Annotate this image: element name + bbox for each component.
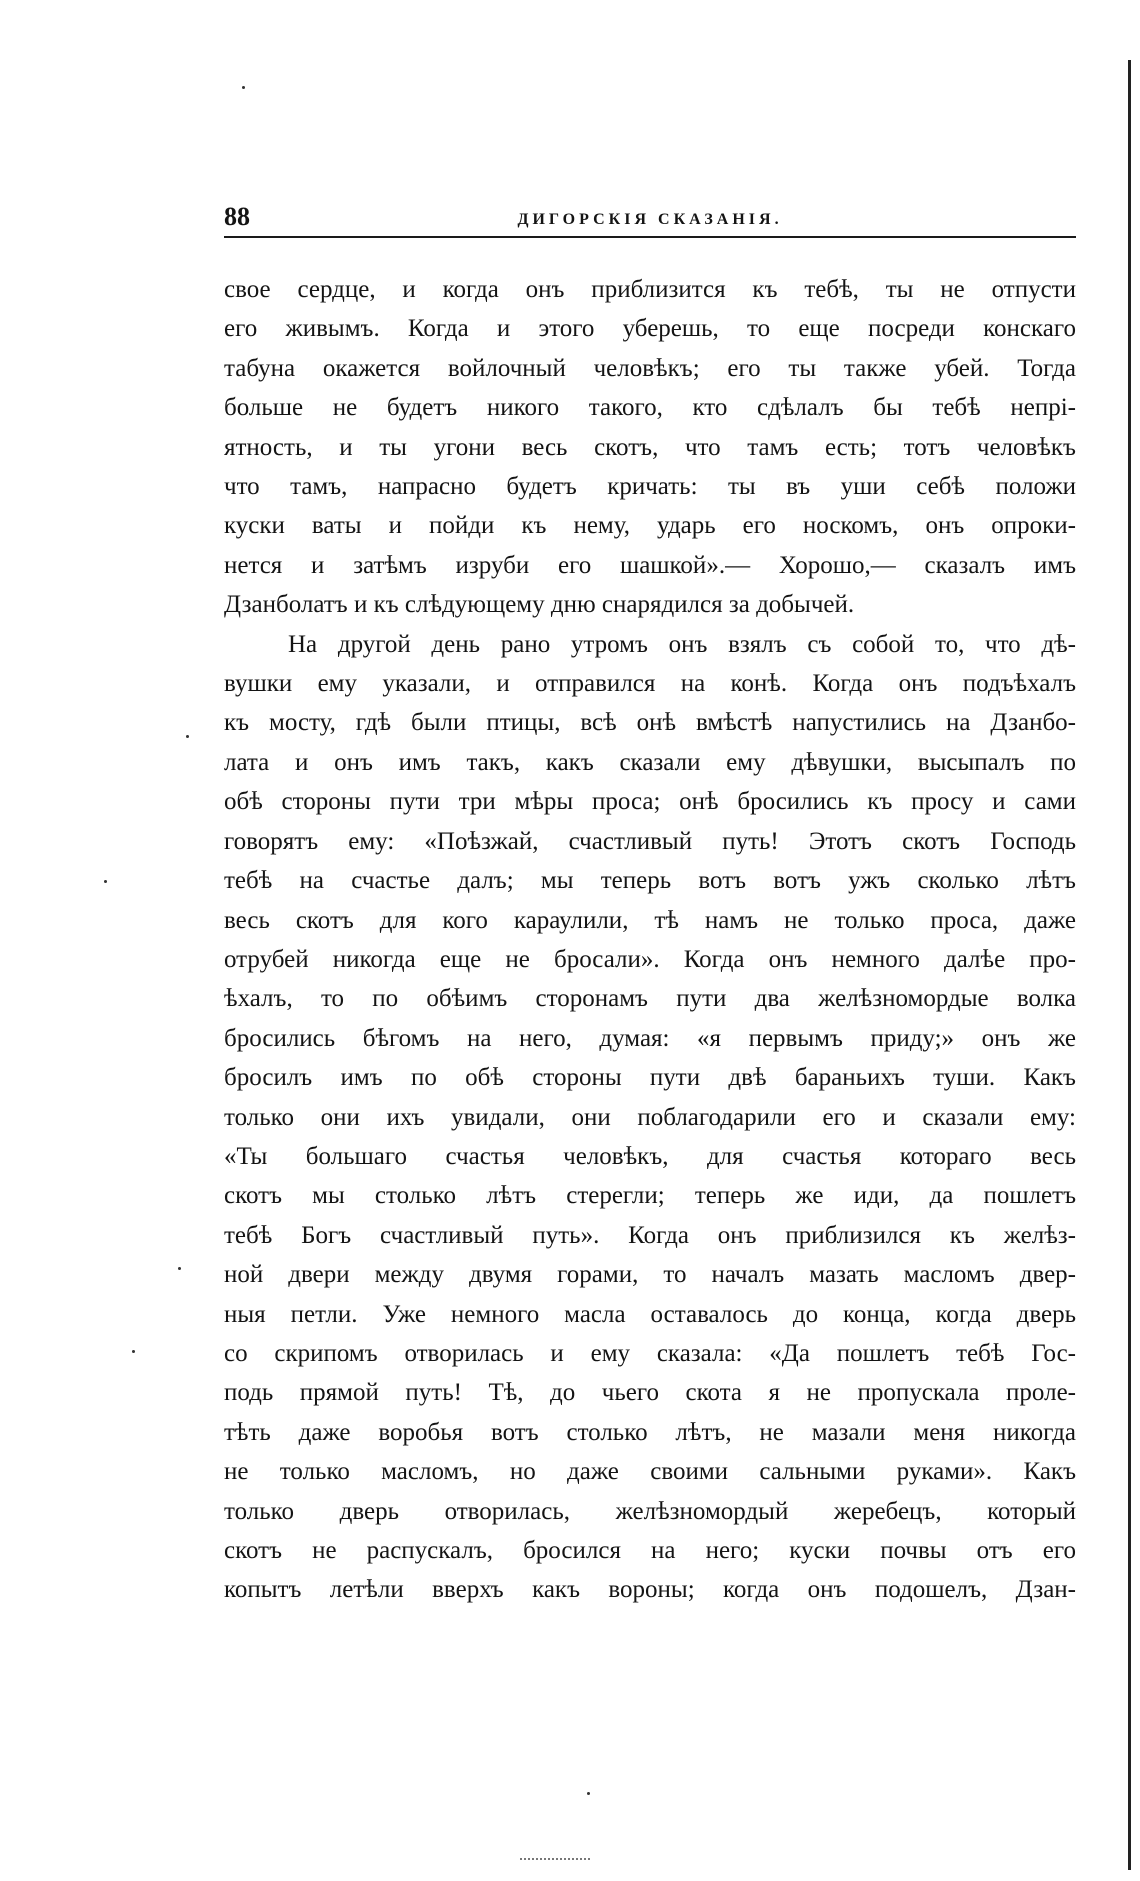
text-line: нется и затѣмъ изруби его шашкой».— Хорошо,— сказалъ имъ <box>224 551 1076 579</box>
text-line: говорятъ ему: «Поѣзжай, счастливый путь! Этотъ скотъ Господь <box>224 827 1076 855</box>
scan-speck <box>104 880 107 883</box>
text-line: къ мосту, гдѣ были птицы, всѣ онѣ вмѣстѣ напустились на Дзанбо- <box>224 709 1076 737</box>
text-line: только они ихъ увидали, они поблагодарили его и сказали ему: <box>224 1103 1076 1131</box>
text-line: тебѣ Богъ счастливый путь». Когда онъ приблизился къ желѣз- <box>224 1221 1076 1249</box>
text-line: лата и онъ имъ такъ, какъ сказали ему дѣвушки, высыпалъ по <box>224 748 1076 776</box>
text-line: бросилъ имъ по обѣ стороны пути двѣ бараньихъ туши. Какъ <box>224 1064 1076 1092</box>
running-title: ДИГОРСКІЯ СКАЗАНІЯ. <box>517 211 783 228</box>
text-line: его живымъ. Когда и этого уберешь, то еще посреди конскаго <box>224 315 1076 343</box>
page-number: 88 <box>224 202 250 231</box>
text-line: подь прямой путь! Тѣ, до чьего скота я не пропускала проле- <box>224 1379 1076 1407</box>
paragraph-1 <box>224 270 1076 625</box>
text-line: «Ты большаго счастья человѣкъ, для счастья котораго весь <box>224 1142 1076 1170</box>
scan-speck <box>132 1350 135 1353</box>
footer-mark <box>520 1858 590 1862</box>
text-line: что тамъ, напрасно будетъ кричать: ты въ уши себѣ положи <box>224 473 1076 501</box>
text-line: Дзанболатъ и къ слѣдующему дню снарядился за добычей. <box>224 591 855 619</box>
page-edge-shadow <box>1128 60 1131 1870</box>
text-line: скотъ мы столько лѣтъ стерегли; теперь же иди, да пошлетъ <box>224 1182 1076 1210</box>
text-line: вушки ему указали, и отправился на конѣ. Когда онъ подъѣхалъ <box>224 670 1076 698</box>
text-line: копытъ летѣли вверхъ какъ вороны; когда онъ подошелъ, Дзан- <box>224 1576 1076 1604</box>
text-line: больше не будетъ никого такого, кто сдѣлалъ бы тебѣ непрі- <box>224 394 1076 422</box>
text-line: со скрипомъ отворилась и ему сказала: «Да пошлетъ тебѣ Гос- <box>224 1339 1076 1367</box>
text-line: тѣть даже воробья вотъ столько лѣтъ, не мазали меня никогда <box>224 1418 1076 1446</box>
text-line: ной двери между двумя горами, то началъ мазать масломъ двер- <box>224 1261 1076 1289</box>
text-line: ятность, и ты угони весь скотъ, что тамъ есть; тотъ человѣкъ <box>224 433 1076 461</box>
text-line: отрубей никогда еще не бросали». Когда онъ немного далѣе про- <box>224 945 1076 973</box>
scan-speck <box>186 735 189 738</box>
text-line: свое сердце, и когда онъ приблизится къ тебѣ, ты не отпусти <box>224 276 1076 303</box>
text-line: весь скотъ для кого караулили, тѣ намъ не только проса, даже <box>224 906 1076 934</box>
scan-speck <box>587 1792 590 1795</box>
text-line: тебѣ на счастье далъ; мы теперь вотъ вотъ ужъ сколько лѣтъ <box>224 867 1076 895</box>
text-line: не только масломъ, но даже своими сальными руками». Какъ <box>224 1458 1076 1486</box>
text-line: табуна окажется войлочный человѣкъ; его ты также убей. Тогда <box>224 354 1076 382</box>
scan-speck <box>242 86 245 89</box>
text-line: ныя петли. Уже немного масла оставалось до конца, когда дверь <box>224 1300 1076 1328</box>
scan-speck <box>178 1267 181 1270</box>
text-body <box>224 270 1076 1610</box>
text-line: обѣ стороны пути три мѣры проса; онѣ бросились къ просу и сами <box>224 788 1076 816</box>
text-line: На другой день рано утромъ онъ взялъ съ собой то, что дѣ- <box>288 630 1076 658</box>
page-header <box>224 200 1076 238</box>
text-line: скотъ не распускалъ, бросился на него; куски почвы отъ его <box>224 1537 1076 1564</box>
text-line: куски ваты и пойди къ нему, ударь его носкомъ, онъ опроки- <box>224 512 1076 540</box>
text-line: бросились бѣгомъ на него, думая: «я первымъ приду;» онъ же <box>224 1024 1076 1052</box>
text-line: ѣхалъ, то по обѣимъ сторонамъ пути два желѣзномордые волка <box>224 985 1076 1013</box>
paragraph-2 <box>224 625 1076 1610</box>
text-line: только дверь отворилась, желѣзномордый жеребецъ, который <box>224 1497 1076 1525</box>
